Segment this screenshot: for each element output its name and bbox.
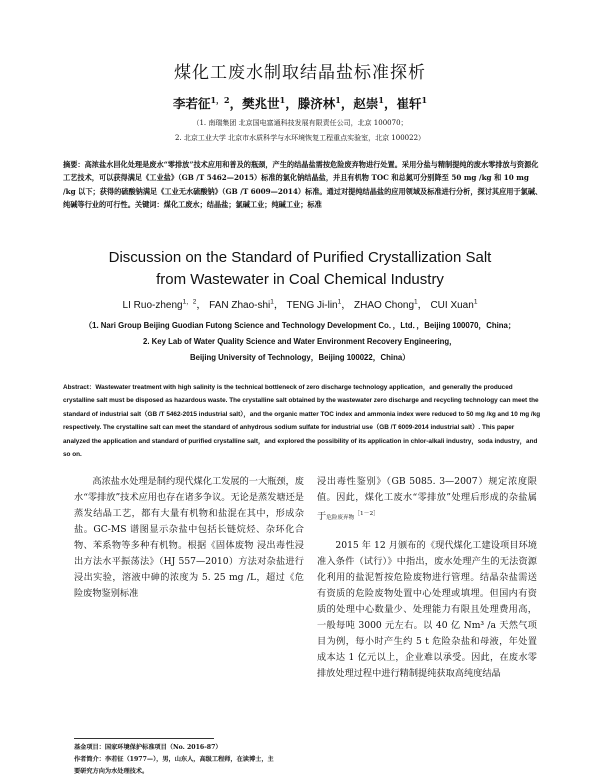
author-name: 樊兆世 [242,96,280,111]
footnote-author: 作者简介：李若征（1977—），男，山东人，高级工程师，在读博士，主 [74,756,274,763]
body-text: 浸出毒性鉴别》（GB 5085. 3—2007）规定浓度限值。因此，煤化工废水“零排放”处理后形成的杂盐属于 [317,476,537,523]
english-affiliation-3: Beijing University of Technology，Beijing 100022，China） [190,353,410,362]
author-separator: ， [229,96,243,111]
author-name: 李若征 [172,96,211,111]
author-separator: ， [273,300,284,311]
body-paragraph: 2015 年 12 月颁布的《现代煤化工建设项目环境准入条件（试行）》中指出，废水处理产生的无法资源化利用的盐泥暂按危险废物进行管理。结晶杂盐需送有资质的危险废物处置中心处理或填埋。但国内有资质的处理中心数量少、处理能力有限且处理费用高，一般每吨 3000 元左右。以 40 亿 Nm³ /a 天然气项目为例，每小时产生约 5 t 危险杂盐和母液，年处置成本达 1 亿元以上，企业难以承受。因此，在废水零排放处理过程中进行精制提纯获取高纯度结晶 [317,540,537,680]
author-name: CUI Xuan [430,300,474,311]
chinese-author-list [0,94,600,112]
chinese-affiliation-2: 2. 北京工业大学 北京市水质科学与水环境恢复工程重点实验室，北京 100022） [174,134,426,142]
body-paragraph [317,474,537,526]
footnote-fund: 基金项目：国家环境保护标准项目（No. 2016-87） [74,744,222,751]
author-affiliation-mark: 1 [335,94,341,105]
chinese-affiliation-1: （1. 南瑞集团 北京国电富通科技发展有限责任公司，北京 100070； [192,119,408,127]
english-affiliations [0,318,600,366]
author-affiliation-mark: 1 [414,298,418,306]
author-affiliation-mark: 1 [473,298,478,306]
author-affiliation-mark: 1 [421,94,428,105]
footnote-research: 要研究方向为水处理技术。 [74,768,149,775]
english-abstract: Abstract：Wastewater treatment with high salinity is the technical bottleneck of zero discharge technology application，and generally the produced crystalline salt must be disposed as hazardous waste. The crystalline salt obtained by the wastewater zero discharge and recycling technology can meet the standard of industrial salt（GB /T 5462-2015 industrial salt），and the organic matter TOC index and ammonia index were reduced to 50 mg /kg and 10 mg /kg respectively. The crystalline salt can meet the standard of anhydrous sodium sulfate for industrial use（GB /T 6009-2014 industrial salt）. This paper analyzed the application and standard of purified crystalline salt，and explored the possibility of its application in chlor-alkali industry，soda industry，and so on. [63,384,541,459]
body-paragraph: 高浓盐水处理是制约现代煤化工发展的一大瓶颈，废水“零排放”技术应用也存在诸多争议。无论是蒸发塘还是蒸发结晶工艺，都有大量有机物和盐混在其中，形成杂盐。GC-MS 谱图显示杂盐中包括长链烷烃、杂环化合物、苯系物等多种有机物。根据《固体废物 浸出毒性浸出方法水平振荡法》（HJ 557—2010）方法对杂盐进行浸出实验，溶液中砷的浓度为 5. 25 mg /L，超过《危险废物鉴别标准 [74,476,304,599]
chinese-abstract: 摘要：高浓盐水回化处理是废水“零排放”技术应用和普及的瓶颈，产生的结晶盐需按危险废弃物进行处置。采用分盐与精制提纯的废水零排放与资源化工艺技术，可以获得满足《工业盐》（GB /T 5462—2015）标准的氯化钠结晶盐，并且有机物 TOC 和总氮可分别降至 50 mg /kg 和 10 mg /kg 以下；获得的硫酸钠满足《工业无水硫酸钠》（GB /T 6009—2014）标准。通过对提纯结晶盐的应用领域及标准进行分析，探讨其应用于氯碱、纯碱等行业的可行性。关键词：煤化工废水；结晶盐；氯碱工业；纯碱工业；标准 [63,160,543,210]
author-name: ZHAO Chong [354,300,415,311]
author-name: 滕济林 [297,96,336,111]
english-title-line-2: from Wastewater in Coal Chemical Industry [156,271,444,288]
author-separator: ， [341,300,352,311]
author-separator: ， [383,96,397,111]
citation-reference: ［1－2］ [354,511,379,517]
footnote-divider [74,738,214,739]
english-affiliation-2: 2. Key Lab of Water Quality Science and Water Environment Recovery Engineering， [143,337,457,346]
chinese-title: 煤化工废水制取结晶盐标准探析 [174,63,426,83]
chinese-affiliations [0,116,600,146]
author-affiliation-mark: 1 [337,298,342,306]
author-name: TENG Ji-lin [286,300,338,311]
author-affiliation-mark: 1 [279,94,286,105]
body-text-small: 危险废弃物 [326,515,355,522]
author-name: LI Ruo-zheng [122,300,183,311]
author-name: 崔轩 [396,96,422,111]
author-affiliation-mark: 1，2 [182,298,197,306]
author-separator: ， [340,96,354,111]
body-column-left [74,474,304,602]
english-title-line-1: Discussion on the Standard of Purified Crystallization Salt [108,249,492,266]
english-title [0,247,600,291]
author-affiliation-mark: 1，2 [210,94,230,105]
body-column-right [317,474,537,682]
author-separator: ， [196,300,207,311]
english-author-list [0,296,600,311]
author-affiliation-mark: 1 [270,298,274,306]
author-name: FAN Zhao-shi [209,300,271,311]
english-affiliation-1: （1. Nari Group Beijing Guodian Futong Science and Technology Development Co．，Ltd．，Beijing 100070，China； [84,321,516,330]
footnote [74,742,334,778]
author-separator: ， [285,96,298,111]
author-separator: ， [417,300,428,311]
author-name: 赵崇 [353,96,379,111]
author-affiliation-mark: 1 [378,94,384,105]
